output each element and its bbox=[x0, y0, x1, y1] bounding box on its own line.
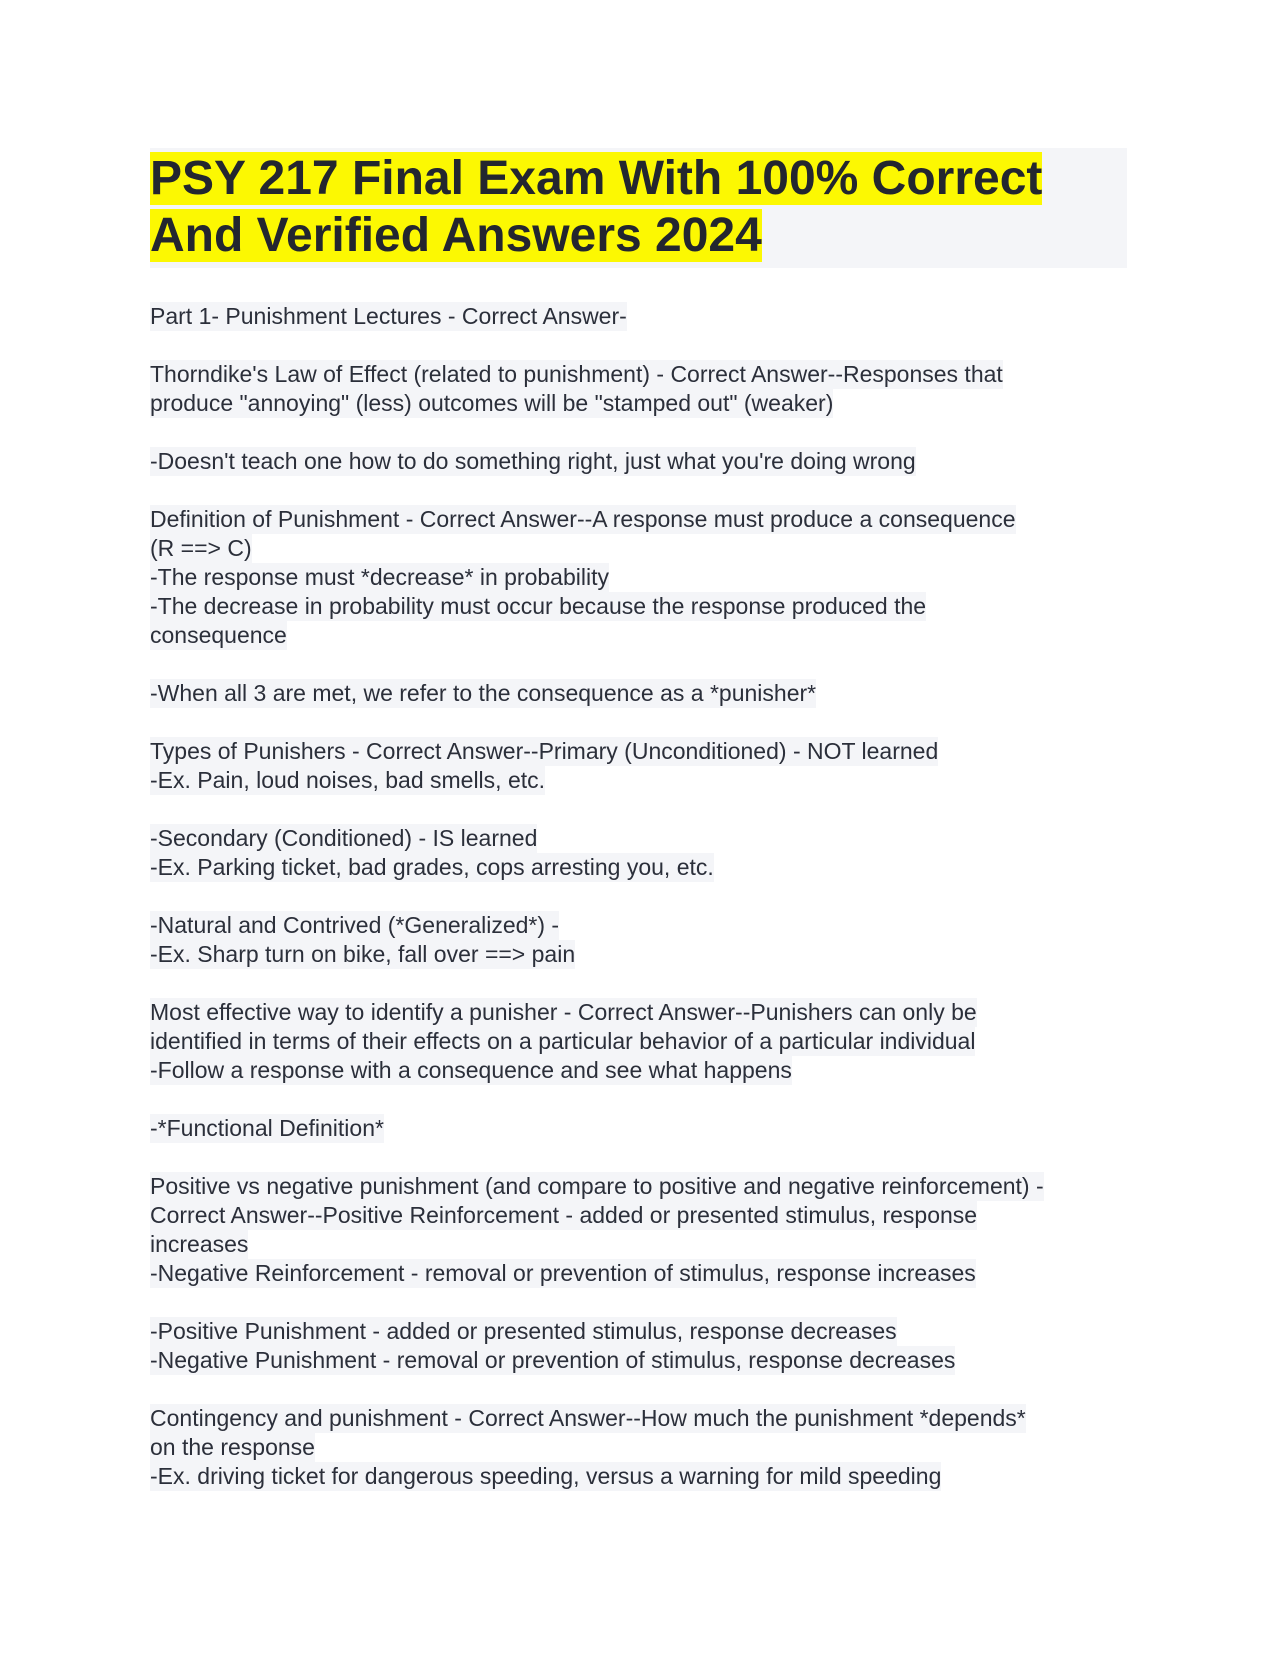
paragraph bbox=[150, 302, 1130, 331]
text-line: Types of Punishers - Correct Answer--Primary (Unconditioned) - NOT learned bbox=[150, 738, 939, 764]
paragraph bbox=[150, 360, 1130, 418]
text-line: -Natural and Contrived (*Generalized*) - bbox=[150, 912, 560, 938]
text-line: increases bbox=[150, 1231, 249, 1257]
text-line: -Negative Punishment - removal or prevention of stimulus, response decreases bbox=[150, 1347, 956, 1373]
text-line: -Secondary (Conditioned) - IS learned bbox=[150, 825, 538, 851]
document-body bbox=[150, 302, 1130, 1491]
title-line-1: PSY 217 Final Exam With 100% Correct bbox=[150, 152, 1043, 205]
paragraph bbox=[150, 1404, 1130, 1491]
text-line: -The decrease in probability must occur because the response produced the bbox=[150, 593, 927, 619]
text-line: Definition of Punishment - Correct Answer--A response must produce a consequence bbox=[150, 506, 1016, 532]
text-line: -Positive Punishment - added or presented stimulus, response decreases bbox=[150, 1318, 897, 1344]
text-line: Correct Answer--Positive Reinforcement - added or presented stimulus, response bbox=[150, 1202, 978, 1228]
text-line: -Ex. Pain, loud noises, bad smells, etc. bbox=[150, 767, 546, 793]
text-line: Most effective way to identify a punisher - Correct Answer--Punishers can only be bbox=[150, 999, 977, 1025]
text-line: -*Functional Definition* bbox=[150, 1115, 384, 1141]
paragraph bbox=[150, 824, 1130, 882]
paragraph bbox=[150, 998, 1130, 1085]
text-line: identified in terms of their effects on a particular behavior of a particular individual bbox=[150, 1028, 976, 1054]
title-line-2: And Verified Answers 2024 bbox=[150, 209, 762, 262]
paragraph bbox=[150, 911, 1130, 969]
text-line: (R ==> C) bbox=[150, 535, 252, 561]
text-line: Contingency and punishment - Correct Answer--How much the punishment *depends* bbox=[150, 1405, 1026, 1431]
paragraph bbox=[150, 679, 1130, 708]
paragraph bbox=[150, 1172, 1130, 1288]
text-line: -The response must *decrease* in probability bbox=[150, 564, 609, 590]
text-line: Positive vs negative punishment (and compare to positive and negative reinforcement) - bbox=[150, 1173, 1044, 1199]
text-line: -Doesn't teach one how to do something right, just what you're doing wrong bbox=[150, 448, 916, 474]
paragraph bbox=[150, 505, 1130, 650]
document-page bbox=[150, 148, 1130, 1520]
text-line: produce "annoying" (less) outcomes will be "stamped out" (weaker) bbox=[150, 390, 834, 416]
text-line: -Ex. Sharp turn on bike, fall over ==> pain bbox=[150, 941, 576, 967]
text-line: -Negative Reinforcement - removal or prevention of stimulus, response increases bbox=[150, 1260, 976, 1286]
text-line: Thorndike's Law of Effect (related to punishment) - Correct Answer--Responses that bbox=[150, 361, 1003, 387]
text-line: -Ex. Parking ticket, bad grades, cops arresting you, etc. bbox=[150, 854, 714, 880]
text-line: on the response bbox=[150, 1434, 315, 1460]
paragraph bbox=[150, 447, 1130, 476]
text-line: -Follow a response with a consequence and see what happens bbox=[150, 1057, 792, 1083]
text-line: consequence bbox=[150, 622, 287, 648]
paragraph bbox=[150, 1114, 1130, 1143]
document-title bbox=[150, 148, 1127, 268]
text-line: Part 1- Punishment Lectures - Correct Answer- bbox=[150, 303, 627, 329]
paragraph bbox=[150, 1317, 1130, 1375]
text-line: -When all 3 are met, we refer to the consequence as a *punisher* bbox=[150, 680, 817, 706]
paragraph bbox=[150, 737, 1130, 795]
text-line: -Ex. driving ticket for dangerous speeding, versus a warning for mild speeding bbox=[150, 1463, 942, 1489]
